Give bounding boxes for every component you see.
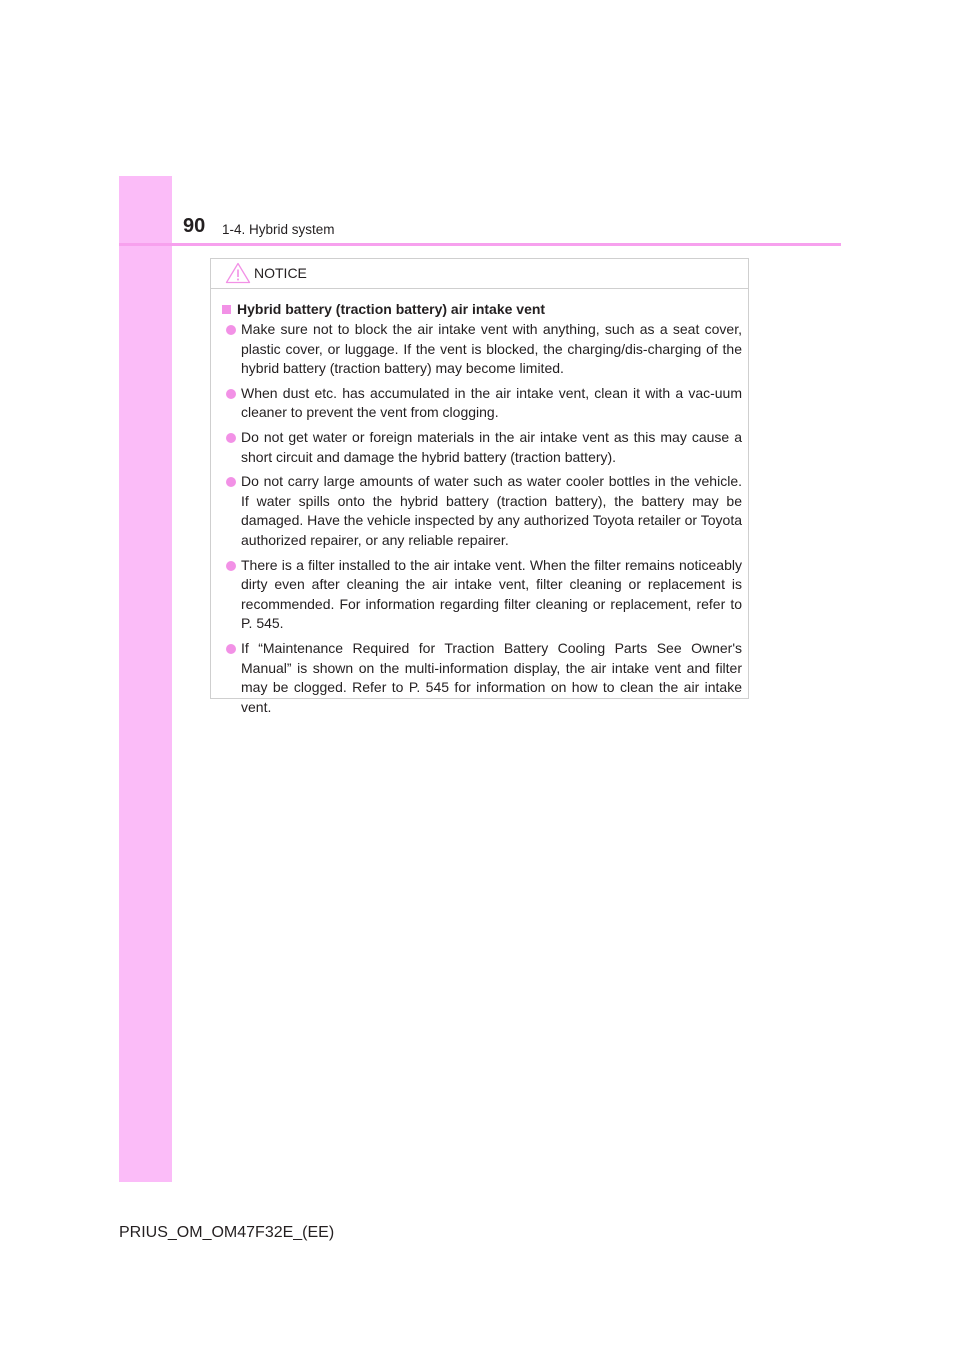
list-item — [221, 320, 742, 379]
notice-label: NOTICE — [254, 265, 307, 281]
list-item-text: When dust etc. has accumulated in the air intake vent, clean it with a vac-uum cleaner to prevent the vent from clogging. — [241, 384, 742, 421]
bullet-dot-icon — [226, 433, 236, 443]
bullet-dot-icon — [226, 389, 236, 399]
list-item-text: Do not get water or foreign materials in the air intake vent as this may cause a short circuit and damage the hybrid battery (traction battery). — [241, 428, 742, 465]
bullet-dot-icon — [226, 325, 236, 335]
page-number: 90 — [183, 215, 206, 237]
bullet-dot-icon — [226, 561, 236, 571]
subheading-text: Hybrid battery (traction battery) air intake vent — [237, 301, 546, 317]
list-item — [221, 472, 742, 550]
list-item — [221, 639, 742, 717]
list-item — [221, 384, 742, 423]
list-item — [221, 428, 742, 467]
square-bullet-icon — [222, 305, 231, 314]
notice-body — [211, 289, 748, 717]
list-item-text: There is a filter installed to the air intake vent. When the filter remains noticeably dirty even after cleaning the air intake vent, filter cleaning or replacement is recommended. For information regarding filter cleaning or replacement, refer to P. 545. — [241, 556, 742, 632]
list-item — [221, 556, 742, 634]
bullet-dot-icon — [226, 477, 236, 487]
side-color-band — [119, 176, 172, 1182]
notice-box — [210, 258, 749, 715]
section-title: 1-4. Hybrid system — [222, 222, 335, 237]
header-rule — [119, 243, 841, 246]
list-item-text: If “Maintenance Required for Traction Battery Cooling Parts See Owner's Manual” is shown on the multi-information display, the air intake vent and filter may be clogged. Refer to P. 545 for information on how to clean the air intake vent. — [241, 639, 742, 715]
list-item-text: Do not carry large amounts of water such as water cooler bottles in the vehicle. If water spills onto the hybrid battery (traction battery), the battery may be damaged. Have the vehicle inspected by any authorized Toyota retailer or Toyota authorized repairer, or any reliable repairer. — [241, 473, 742, 548]
document-code: PRIUS_OM_OM47F32E_(EE) — [119, 1224, 335, 1241]
notice-subheading — [221, 299, 742, 319]
notice-header — [211, 259, 748, 289]
bullet-dot-icon — [226, 644, 236, 654]
warning-triangle-icon — [225, 262, 251, 284]
list-item-text: Make sure not to block the air intake vent with anything, such as a seat cover, plastic cover, or luggage. If the vent is blocked, the charging/dis-charging of the hybrid battery (traction battery) may become limited. — [241, 321, 742, 377]
